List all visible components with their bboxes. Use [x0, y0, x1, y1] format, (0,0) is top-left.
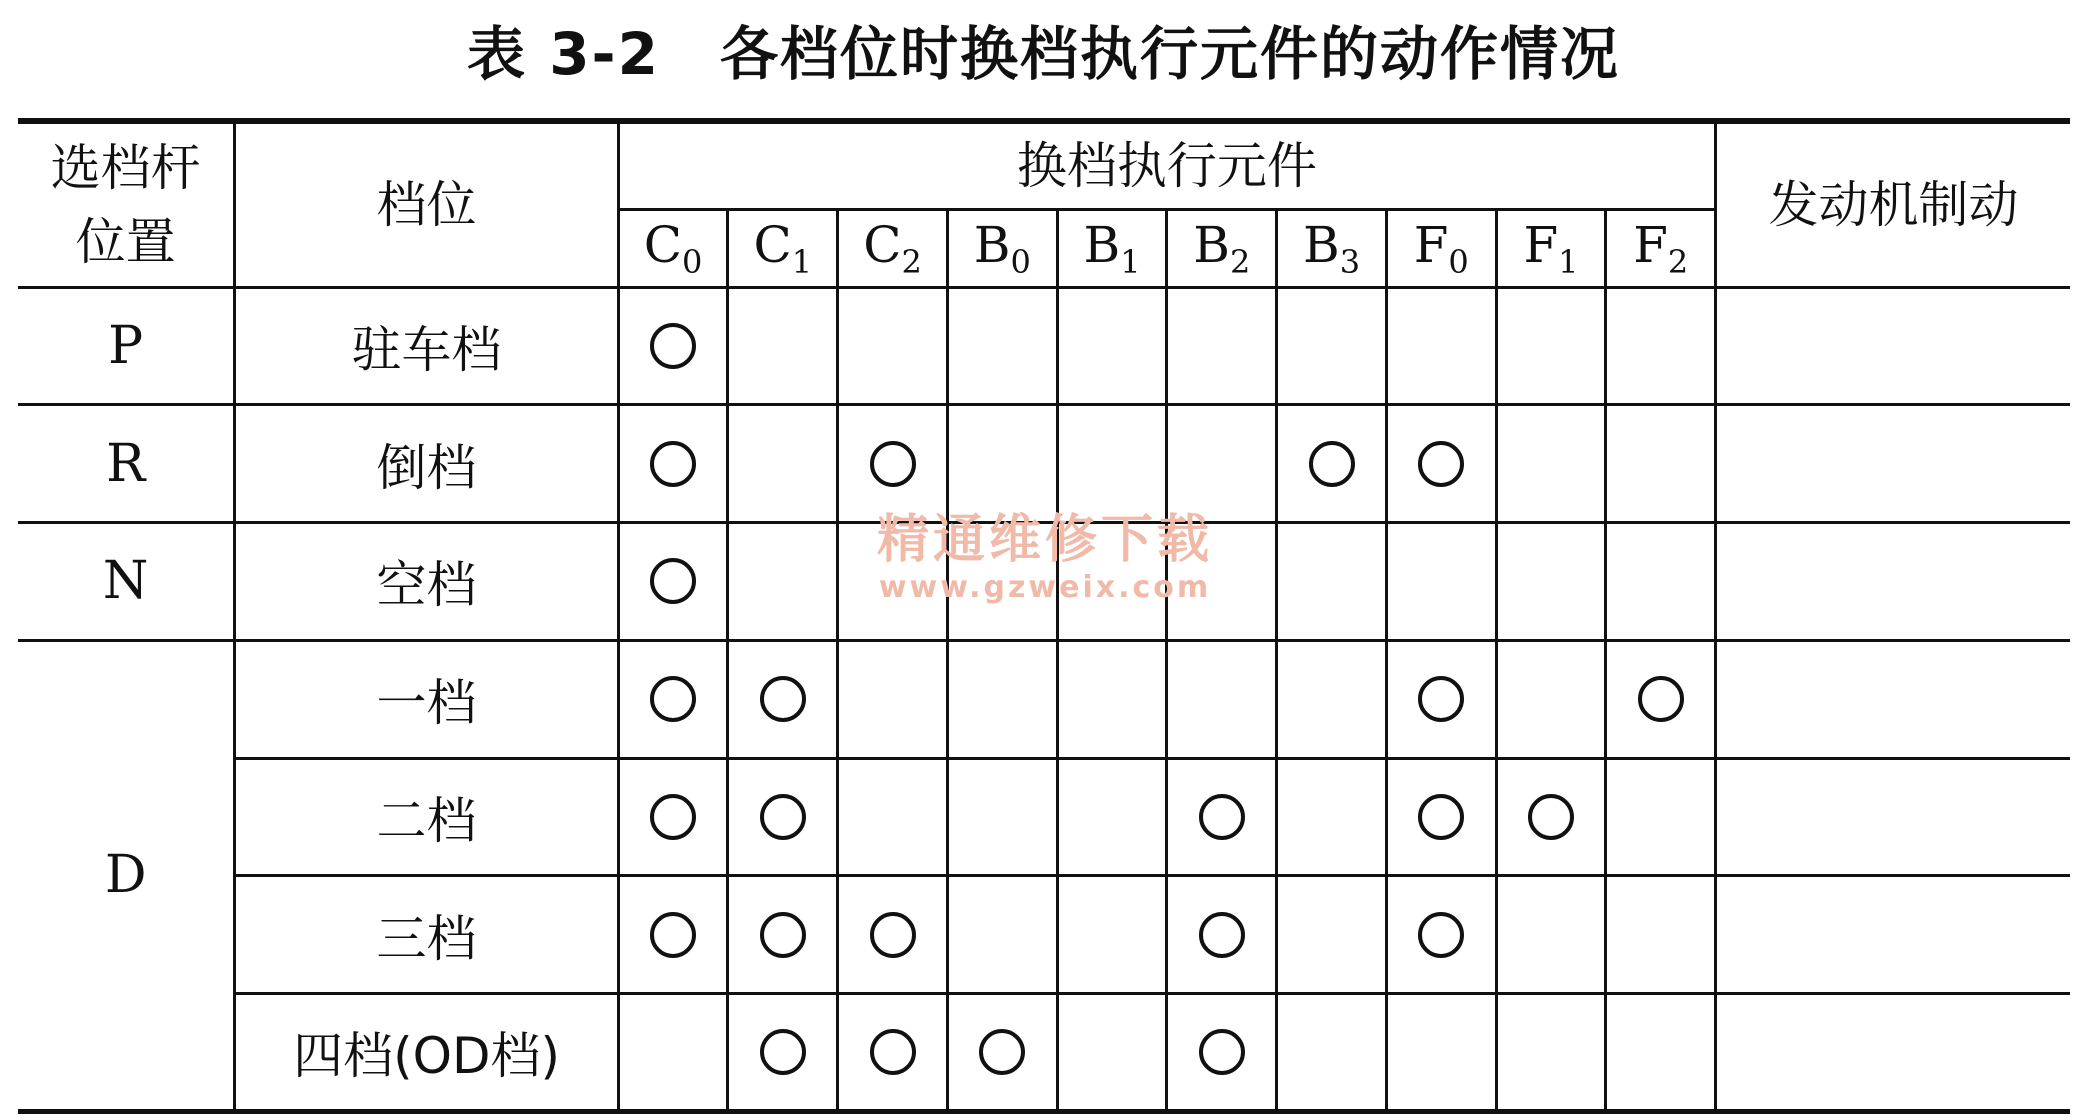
element-cell: [1277, 640, 1387, 758]
circle-mark-icon: [1418, 441, 1464, 487]
circle-mark-icon: [870, 912, 916, 958]
element-cell: [1057, 640, 1167, 758]
circle-mark-icon: [1199, 912, 1245, 958]
header-lever-line2: 位置: [75, 212, 176, 271]
watermark-line2: www.gzweix.com: [878, 570, 1212, 605]
element-cell: [728, 640, 838, 758]
gear-name-cell: 空档: [235, 523, 618, 641]
element-cell: [838, 994, 948, 1112]
element-cell: [1167, 994, 1277, 1112]
header-element-c0: [618, 209, 728, 287]
header-shift-elements: 换档执行元件: [618, 121, 1715, 209]
element-cell: [1167, 405, 1277, 523]
circle-mark-icon: [760, 794, 806, 840]
engine-brake-cell: [1716, 405, 2070, 523]
engine-brake-cell: [1716, 287, 2070, 405]
element-cell: [1606, 287, 1716, 405]
lever-position-cell: D: [18, 640, 235, 1111]
lever-position-cell: N: [18, 523, 235, 641]
element-cell: [618, 876, 728, 994]
circle-mark-icon: [650, 676, 696, 722]
element-cell: [947, 876, 1057, 994]
table-row: [18, 287, 2070, 405]
table-body: [18, 287, 2070, 1112]
circle-mark-icon: [760, 1029, 806, 1075]
element-cell: [947, 994, 1057, 1112]
element-cell: [1606, 876, 1716, 994]
element-subscript: 1: [1558, 242, 1579, 281]
element-cell: [1167, 287, 1277, 405]
element-cell: [947, 523, 1057, 641]
element-subscript: 2: [901, 242, 922, 281]
element-subscript: 2: [1667, 242, 1689, 281]
element-cell: [838, 405, 948, 523]
watermark-line1: 精通维修下载: [876, 510, 1213, 570]
header-element-c1: [728, 209, 838, 287]
table-row: [18, 405, 2070, 523]
element-cell: [1606, 523, 1716, 641]
element-cell: [1386, 640, 1496, 758]
engine-brake-cell: [1716, 758, 2070, 876]
header-element-f0: [1386, 209, 1496, 287]
circle-mark-icon: [1638, 676, 1684, 722]
element-cell: [1057, 876, 1167, 994]
element-letter: B: [1083, 215, 1121, 274]
element-cell: [838, 523, 948, 641]
circle-mark-icon: [870, 441, 916, 487]
table-row: [18, 758, 2070, 876]
circle-mark-icon: [1309, 441, 1355, 487]
element-cell: [1496, 523, 1606, 641]
element-cell: [1496, 758, 1606, 876]
engine-brake-cell: [1716, 523, 2070, 641]
element-cell: [618, 758, 728, 876]
element-subscript: 0: [1010, 242, 1031, 281]
element-cell: [1496, 994, 1606, 1112]
element-cell: [838, 287, 948, 405]
circle-mark-icon: [1418, 794, 1464, 840]
table-number: 表 3-2: [467, 20, 660, 88]
element-letter: C: [753, 215, 792, 274]
circle-mark-icon: [870, 1029, 916, 1075]
element-letter: F: [1523, 215, 1559, 274]
header-lever-line1: 选档杆: [50, 138, 201, 197]
element-cell: [947, 405, 1057, 523]
engine-brake-cell: [1716, 994, 2070, 1112]
element-cell: [1496, 640, 1606, 758]
gear-name-cell: 三档: [235, 876, 618, 994]
element-letter: F: [1413, 215, 1449, 274]
circle-mark-icon: [650, 441, 696, 487]
element-letter: C: [863, 215, 902, 274]
element-cell: [1057, 405, 1167, 523]
engine-brake-cell: [1716, 640, 2070, 758]
element-cell: [947, 640, 1057, 758]
header-element-b2: [1167, 209, 1277, 287]
table-row: [18, 640, 2070, 758]
element-cell: [1496, 876, 1606, 994]
element-cell: [1277, 876, 1387, 994]
element-subscript: 1: [1120, 242, 1141, 281]
element-cell: [1167, 876, 1277, 994]
element-cell: [728, 287, 838, 405]
element-cell: [1277, 994, 1387, 1112]
table-row: [18, 876, 2070, 994]
header-engine-brake: 发动机制动: [1716, 121, 2070, 287]
lever-position-cell: P: [18, 287, 235, 405]
header-element-b0: [947, 209, 1057, 287]
element-subscript: 2: [1229, 242, 1251, 281]
header-element-c2: [838, 209, 948, 287]
circle-mark-icon: [1528, 794, 1574, 840]
element-cell: [947, 758, 1057, 876]
circle-mark-icon: [1199, 1029, 1245, 1075]
element-cell: [838, 876, 948, 994]
element-cell: [1386, 523, 1496, 641]
element-cell: [1277, 758, 1387, 876]
element-cell: [1057, 994, 1167, 1112]
circle-mark-icon: [1418, 912, 1464, 958]
element-letter: B: [973, 215, 1011, 274]
element-subscript: 0: [682, 242, 703, 281]
element-cell: [1496, 287, 1606, 405]
header-element-f1: [1496, 209, 1606, 287]
element-cell: [618, 640, 728, 758]
element-cell: [1606, 405, 1716, 523]
element-cell: [618, 405, 728, 523]
element-cell: [1057, 758, 1167, 876]
element-cell: [838, 640, 948, 758]
element-cell: [618, 287, 728, 405]
circle-mark-icon: [979, 1029, 1025, 1075]
table-title: 各档位时换档执行元件的动作情况: [719, 20, 1620, 88]
element-cell: [728, 876, 838, 994]
element-cell: [618, 523, 728, 641]
element-cell: [1386, 287, 1496, 405]
element-cell: [1606, 994, 1716, 1112]
gear-name-cell: 倒档: [235, 405, 618, 523]
table-row: [18, 994, 2070, 1112]
gear-element-table: [18, 118, 2070, 1114]
circle-mark-icon: [760, 676, 806, 722]
element-cell: [1386, 994, 1496, 1112]
element-cell: [728, 523, 838, 641]
gear-name-cell: 二档: [235, 758, 618, 876]
element-cell: [1167, 758, 1277, 876]
element-subscript: 0: [1448, 242, 1469, 281]
element-letter: F: [1633, 215, 1668, 274]
circle-mark-icon: [1199, 794, 1245, 840]
element-cell: [1496, 405, 1606, 523]
element-subscript: 1: [791, 242, 813, 281]
lever-position-cell: R: [18, 405, 235, 523]
element-letter: C: [643, 215, 683, 274]
circle-mark-icon: [650, 794, 696, 840]
element-cell: [1386, 405, 1496, 523]
element-cell: [1277, 287, 1387, 405]
element-cell: [618, 994, 728, 1112]
element-cell: [947, 287, 1057, 405]
circle-mark-icon: [650, 912, 696, 958]
element-subscript: 3: [1339, 242, 1361, 281]
circle-mark-icon: [650, 323, 696, 369]
gear-name-cell: 一档: [235, 640, 618, 758]
element-cell: [1057, 287, 1167, 405]
gear-name-cell: 驻车档: [235, 287, 618, 405]
element-cell: [728, 405, 838, 523]
element-cell: [1167, 523, 1277, 641]
header-lever-position: [18, 121, 235, 287]
circle-mark-icon: [650, 558, 696, 604]
circle-mark-icon: [1418, 676, 1464, 722]
element-cell: [1277, 405, 1387, 523]
gear-name-cell: 四档(OD档): [235, 994, 618, 1112]
table-row: [18, 523, 2070, 641]
element-cell: [728, 758, 838, 876]
header-gear: 档位: [235, 121, 618, 287]
header-element-b3: [1277, 209, 1387, 287]
element-cell: [1277, 523, 1387, 641]
element-cell: [1606, 758, 1716, 876]
table-caption: [0, 14, 2087, 94]
element-letter: B: [1193, 215, 1230, 274]
element-cell: [1386, 876, 1496, 994]
element-cell: [1167, 640, 1277, 758]
element-cell: [1606, 640, 1716, 758]
element-letter: B: [1302, 215, 1340, 274]
element-cell: [838, 758, 948, 876]
element-cell: [1057, 523, 1167, 641]
element-cell: [1386, 758, 1496, 876]
engine-brake-cell: [1716, 876, 2070, 994]
header-element-f2: [1606, 209, 1716, 287]
header-element-b1: [1057, 209, 1167, 287]
element-cell: [728, 994, 838, 1112]
circle-mark-icon: [760, 912, 806, 958]
